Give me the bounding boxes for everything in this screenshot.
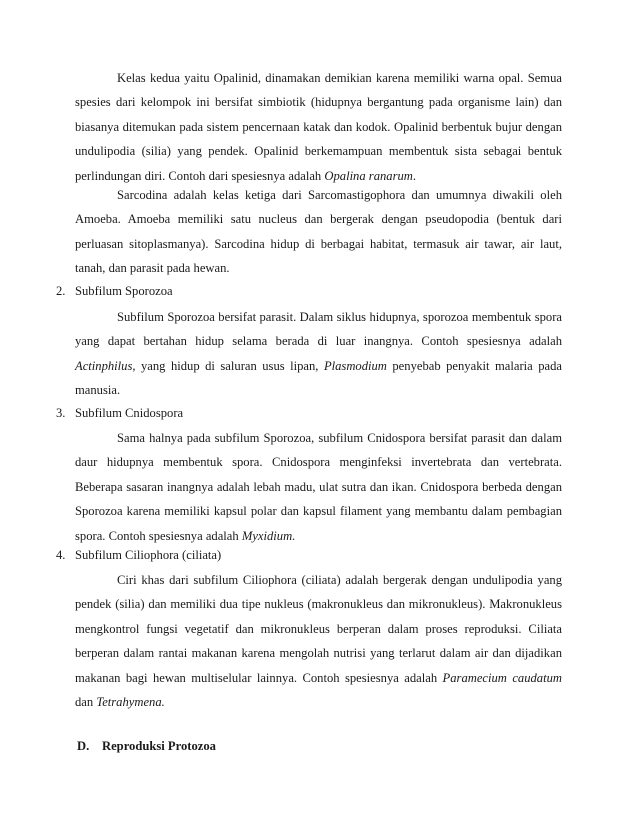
section-letter: D.: [77, 739, 90, 753]
item-number: 3.: [56, 406, 66, 420]
item-title: Subfilum Cnidospora: [75, 406, 184, 420]
species-name: Opalina ranarum: [324, 168, 413, 183]
species-name: Actinphilus,: [75, 358, 136, 373]
section-heading: [77, 736, 216, 756]
paragraph-ciliophora: Ciri khas dari subfilum Ciliophora (ciliata) adalah bergerak dengan undulipodia yang pendek (silia) dan memiliki dua tipe nukleus (makronukleus dan mikronukleus). Makronukleus mengkontrol fungsi vegetatif dan mikronukleus berperan dalam proses reproduksi. Ciliata berperan dalam rantai makanan karena mengolah nutrisi yang terlarut dalam air dan dijadikan makanan bagi hewan multiselular lainnya. Contoh spesiesnya adalah Paramecium caudatum dan Tetrahymena.: [75, 573, 562, 710]
list-item-cnidospora: [56, 403, 183, 423]
list-item-sporozoa: [56, 281, 173, 301]
species-name: Tetrahymena.: [96, 695, 165, 710]
paragraph-sporozoa: Subfilum Sporozoa bersifat parasit. Dalam siklus hidupnya, sporozoa membentuk spora yang dapat bertahan hidup selama berada di luar inangnya. Contoh spesiesnya adalah Actinphilus, yang hidup di saluran usus lipan, Plasmodium penyebab penyakit malaria pada manusia.: [75, 310, 562, 398]
species-name: Paramecium caudatum: [442, 670, 562, 685]
list-item-ciliophora: [56, 545, 221, 565]
paragraph-sarcodina: Sarcodina adalah kelas ketiga dari Sarcomastigophora dan umumnya diwakili oleh Amoeba. Amoeba memiliki satu nucleus dan bergerak dengan pseudopodia (bentuk dari perluasan sitoplasmanya). Sarcodina hidup di berbagai habitat, termasuk air tawar, air laut, tanah, dan parasit pada hewan.: [75, 188, 562, 276]
species-name: Plasmodium: [323, 358, 387, 373]
section-title: Reproduksi Protozoa: [102, 739, 216, 753]
item-number: 2.: [56, 284, 66, 298]
paragraph-opalinid: Kelas kedua yaitu Opalinid, dinamakan demikian karena memiliki warna opal. Semua spesies dari kelompok ini bersifat simbiotik (hidupnya bergantung pada organisme lain) dan biasanya ditemukan pada sistem pencernaan katak dan kodok. Opalinid berbentuk bujur dengan undulipodia (silia) yang pendek. Opalinid berkemampuan membentuk sista sebagai bentuk perlindungan diri. Contoh dari spesiesnya adalah Opalina ranarum.: [75, 71, 562, 183]
item-title: Subfilum Sporozoa: [75, 284, 173, 298]
paragraph-cnidospora: Sama halnya pada subfilum Sporozoa, subfilum Cnidospora bersifat parasit dan dalam daur hidupnya membentuk spora. Cnidospora menginfeksi invertebrata dan vertebrata. Beberapa sasaran inangnya adalah lebah madu, ulat sutra dan ikan. Cnidospora berbeda dengan Sporozoa karena memiliki kapsul polar dan kapsul filament yang membantu dalam pembagian spora. Contoh spesiesnya adalah Myxidium.: [75, 431, 562, 543]
item-title: Subfilum Ciliophora (ciliata): [75, 548, 222, 562]
item-number: 4.: [56, 548, 66, 562]
species-name: Myxidium.: [241, 528, 296, 543]
